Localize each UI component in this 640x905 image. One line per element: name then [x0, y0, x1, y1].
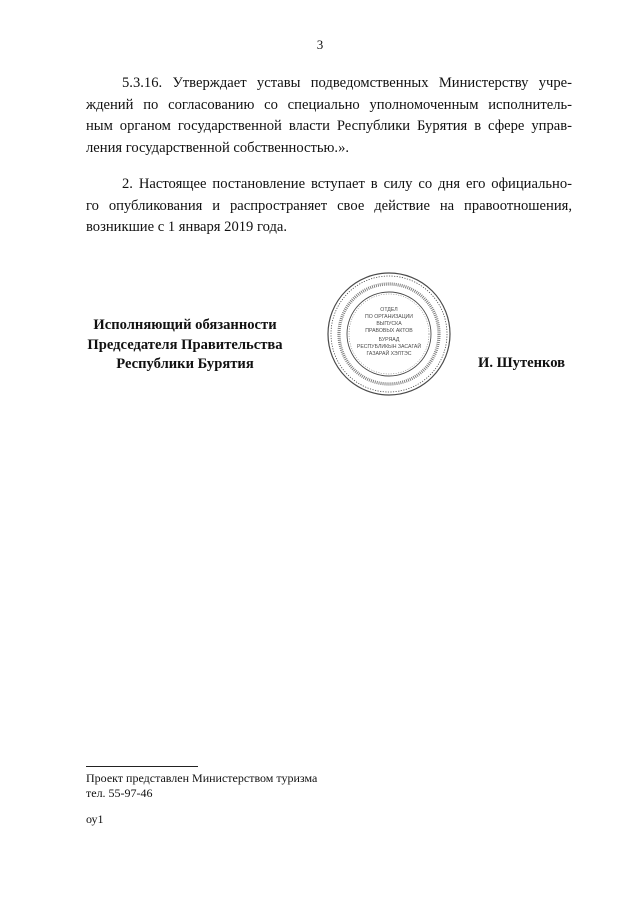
paragraph-2-line: го опубликования и распространяет свое действие на правоотношения,	[86, 197, 572, 214]
footnote-line: Проект представлен Министерством туризма	[86, 771, 318, 785]
footnote-divider	[86, 766, 198, 767]
footnote	[86, 771, 317, 801]
signatory-title-line: Республики Бурятия	[116, 356, 254, 372]
footnote-line: тел. 55-97-46	[86, 786, 153, 800]
seal-text-line: БУРЯАД	[378, 337, 400, 343]
paragraph-1-line: 5.3.16. Утверждает уставы подведомственных Министерству учре-	[122, 75, 572, 91]
paragraph-2-line: возникшие с 1 января 2019 года.	[86, 219, 288, 235]
page-number: 3	[316, 37, 324, 52]
seal-text-line: ГАЗАРАЙ ХЭЛТЭС	[366, 351, 412, 357]
paragraph-2-line: 2. Настоящее постановление вступает в силу со дня его официально-	[122, 176, 572, 192]
paragraph-1-line: ным органом государственной власти Республики Бурятия в сфере управ-	[86, 118, 572, 134]
signatory-title-line: Исполняющий обязанности	[93, 317, 277, 333]
paragraph-1-line: ления государственной собственностью.».	[86, 139, 350, 156]
signatory-name: И. Шутенков	[478, 355, 566, 371]
signatory-title-line: Председателя Правительства	[87, 336, 283, 353]
seal-text-line: РЕСПУБЛИКЫН ЗАСАГАЙ	[356, 344, 422, 350]
seal-text-line: ВЫПУСКА	[376, 321, 402, 327]
paragraph-1-line: ждений по согласованию со специально уполномоченным исполнитель-	[86, 96, 572, 113]
paragraph-1	[86, 73, 572, 159]
seal-text-line: ПО ОРГАНИЗАЦИИ	[365, 314, 413, 320]
seal-text-line: ПРАВОВЫХ АКТОВ	[365, 328, 413, 334]
paragraph-2	[86, 174, 572, 239]
signatory-title	[58, 316, 312, 375]
seal-text-line: ОТДЕЛ	[380, 307, 398, 313]
executor-code: оу1	[86, 812, 104, 826]
official-seal	[326, 271, 452, 397]
